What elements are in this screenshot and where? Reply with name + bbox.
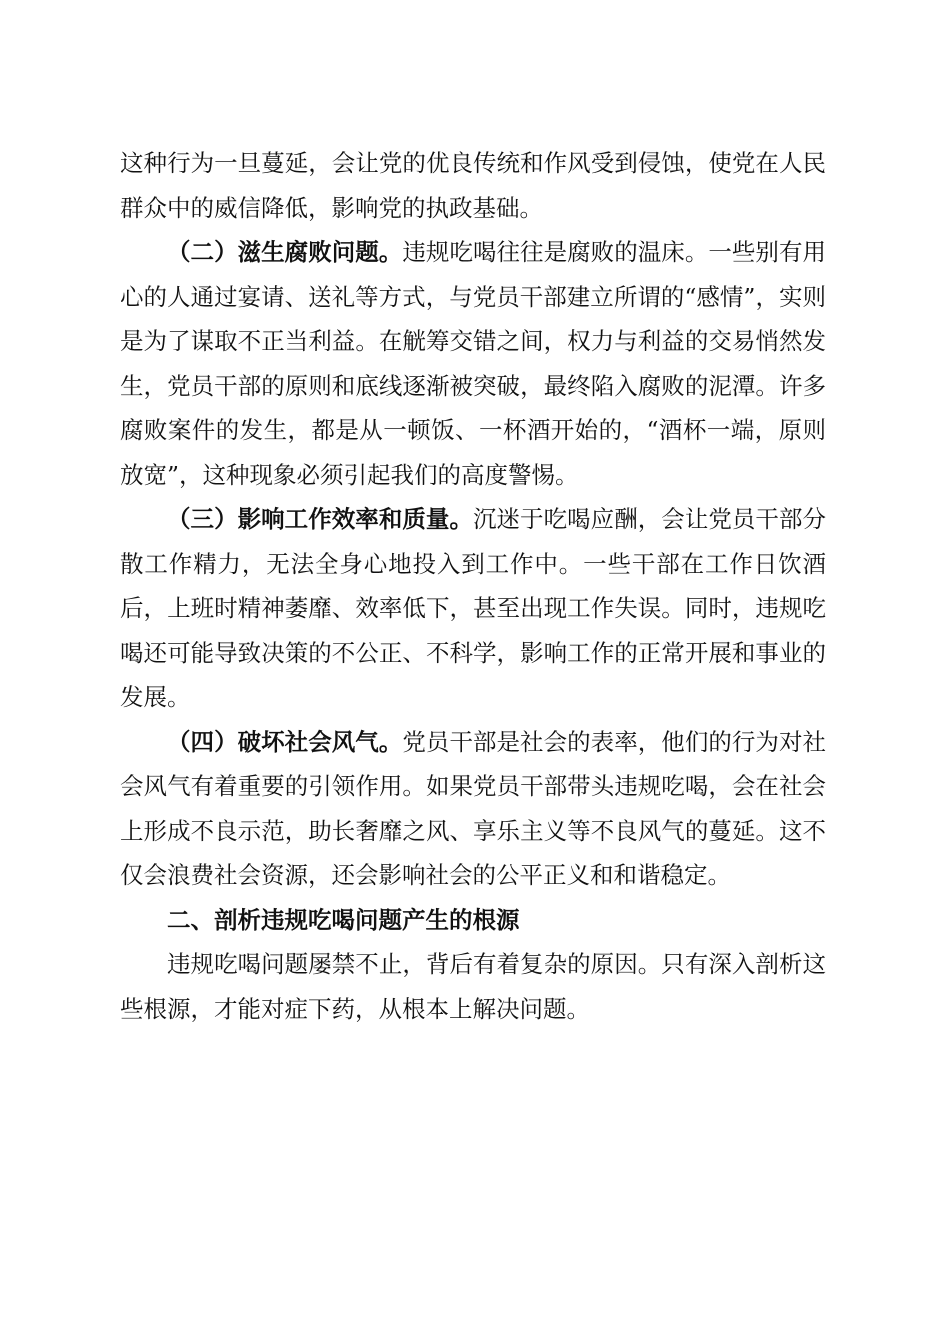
paragraph-lead: （四）破坏社会风气。	[167, 727, 403, 756]
paragraph-text: 党员干部是社会的表率，他们的行为对社会风气有着重要的引领作用。如果党员干部带头违规吃喝，会在社会上形成不良示范，助长奢靡之风、享乐主义等不良风气的蔓延。这不仅会浪费社会资源，还会影响社会的公平正义和和谐稳定。	[120, 727, 827, 889]
paragraph-social-atmosphere	[120, 720, 826, 898]
paragraph-text: 违规吃喝问题屡禁不止，背后有着复杂的原因。只有深入剖析这些根源，才能对症下药，从根本上解决问题。	[120, 950, 826, 1023]
paragraph-lead: （三）影响工作效率和质量。	[167, 505, 473, 533]
paragraph-continuation	[120, 141, 826, 230]
paragraph-efficiency	[120, 497, 826, 720]
paragraph-text: 沉迷于吃喝应酬，会让党员干部分散工作精力，无法全身心地投入到工作中。一些干部在工作日饮酒后，上班时精神萎靡、效率低下，甚至出现工作失误。同时，违规吃喝还可能导致决策的不公正、不科学，影响工作的正常开展和事业的发展。	[120, 505, 827, 711]
section-heading: 二、剖析违规吃喝问题产生的根源	[167, 905, 520, 934]
paragraph-text: 这种行为一旦蔓延，会让党的优良传统和作风受到侵蚀，使党在人民群众中的威信降低，影响党的执政基础。	[120, 149, 826, 222]
paragraph-lead: （二）滋生腐败问题。	[167, 238, 403, 266]
paragraph-text: 违规吃喝往往是腐败的温床。一些别有用心的人通过宴请、送礼等方式，与党员干部建立所谓的“感情”，实则是为了谋取不正当利益。在觥筹交错之间，权力与利益的交易悄然发生，党员干部的原则和底线逐渐被突破，最终陷入腐败的泥潭。许多腐败案件的发生，都是从一顿饭、一杯酒开始的，“酒杯一端，原则放宽”，这种现象必须引起我们的高度警惕。	[120, 238, 827, 489]
document-body	[120, 141, 826, 1031]
paragraph-closing	[120, 942, 826, 1031]
paragraph-corruption	[120, 230, 826, 497]
